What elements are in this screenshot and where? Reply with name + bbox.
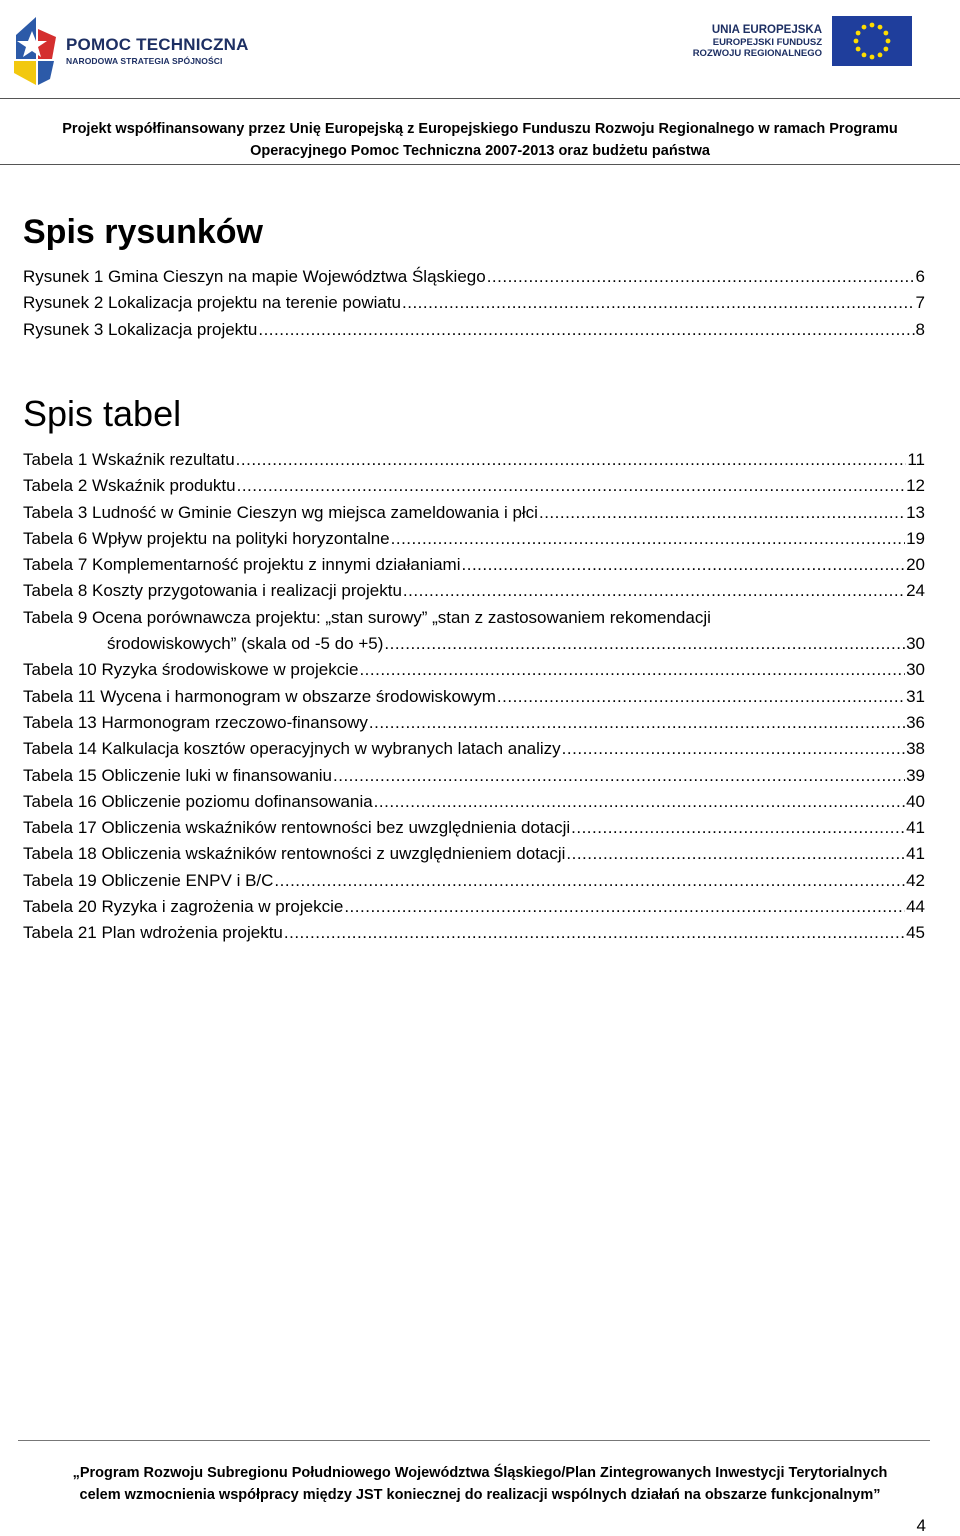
toc-entry-page: 30 (906, 634, 925, 654)
dot-leader (566, 841, 905, 867)
toc-entry-title: Tabela 3 Ludność w Gminie Cieszyn wg miejsca zameldowania i płci (23, 502, 538, 522)
toc-entry-page: 40 (906, 791, 925, 811)
header-line-1: Projekt współfinansowany przez Unię Europejską z Europejskiego Funduszu Rozwoju Regionalnego w ramach Programu (62, 121, 898, 137)
toc-entry-page: 41 (906, 844, 925, 864)
footer-divider (18, 1440, 930, 1441)
toc-entry-title-continuation: środowiskowych” (skala od -5 do +5) (107, 634, 384, 654)
header-divider-top (0, 98, 960, 99)
toc-entry[interactable] (23, 552, 925, 578)
toc-entry-page: 30 (906, 660, 925, 680)
toc-entry-title: Tabela 8 Koszty przygotowania i realizacji projektu (23, 581, 402, 601)
toc-entry-title: Tabela 2 Wskaźnik produktu (23, 476, 236, 496)
toc-entry-title: Tabela 13 Harmonogram rzeczowo-finansowy (23, 712, 368, 732)
toc-entry-title: Rysunek 1 Gmina Cieszyn na mapie Województwa Śląskiego (23, 267, 486, 286)
toc-entry-page: 42 (906, 870, 925, 890)
dot-leader (384, 631, 905, 657)
toc-entry[interactable] (23, 789, 925, 815)
dot-leader (274, 868, 905, 894)
toc-entry[interactable] (23, 763, 925, 789)
dot-leader (487, 264, 915, 290)
figures-heading: Spis rysunków (23, 213, 263, 251)
logo-right-line2: EUROPEJSKI FUNDUSZ (712, 37, 822, 48)
dot-leader (403, 578, 905, 604)
toc-entry-title: Tabela 10 Ryzyka środowiskowe w projekcie (23, 660, 359, 680)
toc-entry-title: Tabela 18 Obliczenia wskaźników rentowności z uwzględnieniem dotacji (23, 844, 566, 864)
dot-leader (344, 894, 905, 920)
toc-entry[interactable] (23, 290, 925, 316)
toc-entry-page: 12 (906, 476, 925, 496)
toc-entry[interactable] (23, 447, 925, 473)
toc-entry[interactable] (23, 894, 925, 920)
toc-entry[interactable] (23, 815, 925, 841)
toc-entry-title: Tabela 11 Wycena i harmonogram w obszarze środowiskowym (23, 686, 496, 706)
toc-entry-title: Tabela 1 Wskaźnik rezultatu (23, 450, 235, 469)
dot-leader (539, 500, 905, 526)
toc-entry-page: 45 (906, 923, 925, 943)
toc-entry-title: Tabela 9 Ocena porównawcza projektu: „stan surowy” „stan z zastosowaniem rekomendacji (23, 607, 711, 627)
footer-line-2: celem wzmocnienia współpracy między JST koniecznej do realizacji wspólnych działań na obszarze funkcjonalnym” (79, 1487, 881, 1503)
toc-entry[interactable] (23, 736, 925, 762)
dot-leader (284, 920, 905, 946)
toc-entry[interactable] (23, 317, 925, 343)
header-divider-bottom (0, 164, 960, 165)
footer-line-1: „Program Rozwoju Subregionu Południowego Województwa Śląskiego/Plan Zintegrowanych Inwestycji Terytorialnych (72, 1465, 888, 1481)
toc-entry-title: Rysunek 3 Lokalizacja projektu (23, 319, 258, 339)
dot-leader (359, 657, 905, 683)
toc-entry-page: 24 (906, 581, 925, 601)
dot-leader (258, 317, 914, 343)
list-of-figures (23, 212, 925, 343)
dot-leader (497, 684, 905, 710)
dot-leader (562, 736, 905, 762)
header-cofinancing-note (0, 118, 960, 162)
toc-entry[interactable] (23, 526, 925, 552)
tables-entries (23, 447, 925, 947)
figures-entries (23, 264, 925, 343)
logo-left-subtitle: NARODOWA STRATEGIA SPÓJNOŚCI (66, 56, 223, 66)
toc-entry-page: 7 (915, 293, 925, 313)
toc-entry-title: Tabela 14 Kalkulacja kosztów operacyjnych w wybranych latach analizy (23, 739, 561, 759)
toc-entry[interactable] (23, 710, 925, 736)
toc-entry-page: 38 (906, 739, 925, 759)
toc-entry-page: 8 (915, 319, 925, 339)
toc-entry[interactable] (23, 500, 925, 526)
toc-entry-page: 36 (906, 712, 925, 732)
logo-right-line1: UNIA EUROPEJSKA (711, 24, 822, 36)
dot-leader (333, 763, 905, 789)
toc-entry-title: Tabela 21 Plan wdrożenia projektu (23, 923, 283, 943)
toc-entry[interactable] (23, 841, 925, 867)
toc-entry-page: 13 (906, 502, 925, 522)
toc-entry-page: 20 (906, 555, 925, 575)
dot-leader (571, 815, 905, 841)
logo-left-title: POMOC TECHNICZNA (66, 35, 249, 54)
toc-entry-title: Tabela 17 Obliczenia wskaźników rentowności bez uwzględnienia dotacji (23, 818, 571, 838)
toc-entry-title: Tabela 15 Obliczenie luki w finansowaniu (23, 765, 333, 785)
dot-leader (391, 526, 905, 552)
dot-leader (369, 710, 905, 736)
toc-entry-page: 44 (906, 897, 925, 917)
toc-entry-title: Tabela 7 Komplementarność projektu z innymi działaniami (23, 555, 461, 575)
toc-entry[interactable] (23, 868, 925, 894)
pomoc-techniczna-logo (14, 14, 249, 88)
dot-leader (237, 473, 905, 499)
toc-entry-title: Tabela 20 Ryzyka i zagrożenia w projekcie (23, 897, 344, 917)
toc-entry-page: 41 (906, 818, 925, 838)
nss-star-logo-icon (14, 15, 58, 87)
dot-leader (462, 552, 906, 578)
toc-entry-page: 31 (906, 686, 925, 706)
page-number: 4 (916, 1516, 926, 1535)
toc-entry-page: 11 (907, 450, 925, 469)
toc-entry[interactable] (23, 684, 925, 710)
toc-entry-page: 39 (906, 765, 925, 785)
toc-entry[interactable] (23, 578, 925, 604)
eu-logo (693, 14, 912, 68)
dot-leader (402, 290, 915, 316)
toc-entry-title: Tabela 19 Obliczenie ENPV i B/C (23, 870, 274, 890)
toc-entry[interactable] (23, 920, 925, 946)
toc-entry[interactable] (23, 473, 925, 499)
list-of-tables (23, 394, 925, 947)
footer-program-note (0, 1462, 960, 1506)
tables-heading: Spis tabel (23, 393, 182, 434)
dot-leader (236, 447, 907, 473)
toc-entry[interactable] (23, 264, 925, 290)
toc-entry-title: Tabela 16 Obliczenie poziomu dofinansowania (23, 791, 373, 811)
toc-entry-page: 19 (906, 528, 925, 548)
header-line-2: Operacyjnego Pomoc Techniczna 2007-2013 oraz budżetu państwa (250, 143, 710, 159)
toc-entry-title: Tabela 6 Wpływ projektu na polityki horyzontalne (23, 528, 390, 548)
toc-entry[interactable] (23, 605, 925, 658)
toc-entry[interactable] (23, 657, 925, 683)
logo-right-line3: ROZWOJU REGIONALNEGO (692, 48, 822, 59)
toc-entry-title: Rysunek 2 Lokalizacja projektu na terenie powiatu (23, 293, 402, 313)
eu-flag-icon (832, 16, 912, 66)
toc-entry-page: 6 (915, 267, 925, 286)
dot-leader (374, 789, 905, 815)
